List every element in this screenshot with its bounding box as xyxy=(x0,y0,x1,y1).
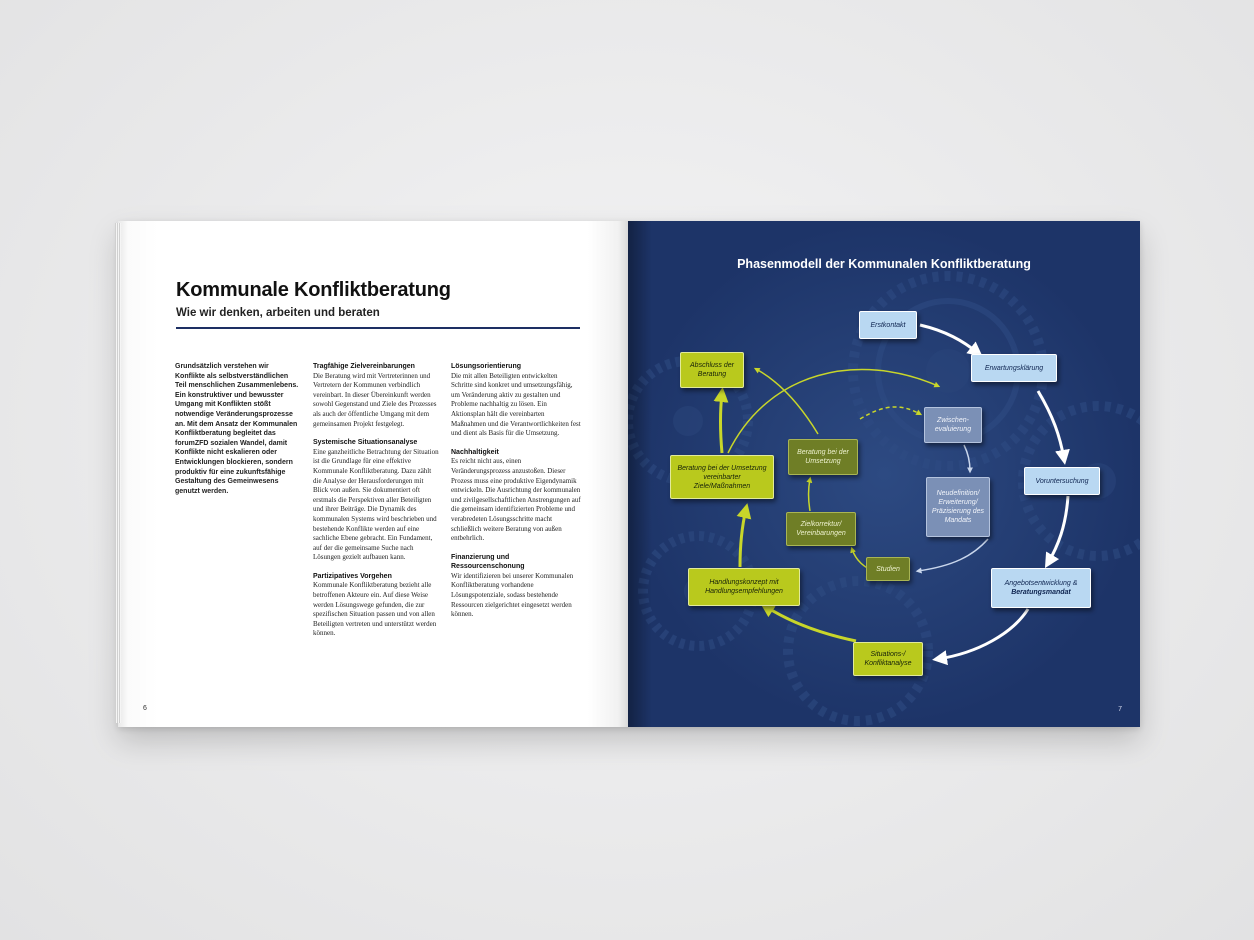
page-title: Kommunale Konfliktberatung xyxy=(176,279,451,301)
box-zielkorrektur xyxy=(786,512,856,546)
box-situationsanalyse xyxy=(853,642,923,676)
box-beratung-ziele xyxy=(670,455,774,499)
right-page xyxy=(628,221,1140,727)
box-erstkontakt xyxy=(859,311,917,339)
section-text: Die Beratung wird mit Vertreterinnen und Vertretern der Kommunen verbindlich vereinbart. In dieser Übereinkunft werden sowohl Gegenstand und Ziele des Prozesses als auch der öffentliche Umgang mit dem gemeinsamen Projekt festgelegt. xyxy=(313,371,437,428)
box-label: Studien xyxy=(876,565,900,573)
page-number-left: 6 xyxy=(143,705,147,712)
box-angebot xyxy=(991,568,1091,608)
page-subtitle: Wie wir denken, arbeiten und beraten xyxy=(176,307,380,319)
brochure-spread xyxy=(118,221,1140,727)
box-label-bold: Beratungsmandat xyxy=(1011,589,1071,596)
section-heading: Tragfähige Zielvereinbarungen xyxy=(313,363,415,370)
section-heading: Systemische Situationsanalyse xyxy=(313,439,418,447)
box-label: Zwischen-evaluierung xyxy=(934,417,972,433)
box-label: Voruntersuchung xyxy=(1035,477,1089,485)
box-label: Erstkontakt xyxy=(870,321,906,329)
box-label: Situations-/ Konfliktanalyse xyxy=(864,651,912,667)
box-label: Zielkorrektur/ Vereinbarungen xyxy=(796,521,846,537)
box-abschluss xyxy=(680,352,744,388)
text-column-2 xyxy=(313,362,439,648)
section-text: Es reicht nicht aus, einen Veränderungsprozess anzustoßen. Dieser Prozess muss eine produktive Eigendynamik entwickeln. Die Ausrichtung der kommunalen und zivilgesellschaftlichen Anstrengungen auf die gemeinsam identifizierten Probleme und verabredeten Lösungsschritte macht schließlich weitere Beratung von außen entbehrlich. xyxy=(451,457,581,543)
section-text: Die mit allen Beteiligten entwickelten Schritte sind konkret und umsetzungsfähig, um Veränderung aktiv zu gestalten und Probleme nachhaltig zu lösen. Ein Aktionsplan hält die vereinbarten Maßnahmen und die Verantwortlichkeiten fest und dient als Basis für die Umsetzung. xyxy=(451,371,581,438)
box-handlungskonzept xyxy=(688,568,800,606)
section-heading: Nachhaltigkeit xyxy=(451,448,499,456)
page-edges xyxy=(115,223,121,723)
box-erwartungsklaerung xyxy=(971,354,1057,382)
box-label: Angebotsentwicklung & xyxy=(1004,580,1078,587)
box-voruntersuchung xyxy=(1024,467,1100,495)
left-page xyxy=(118,221,628,727)
section-heading: Lösungsorientierung xyxy=(451,363,521,370)
box-label: Beratung bei der Umsetzung vereinbarter Ziele/Maßnahmen xyxy=(677,464,767,490)
section-text: Kommunale Konfliktberatung bezieht alle betroffenen Akteure ein. Auf diese Weise werden Lösungswege gefunden, die zur spezifischen Situation passen und von allen Beteiligten vertreten und unterstützt werden können. xyxy=(313,581,437,638)
page-number-right: 7 xyxy=(1118,706,1122,713)
text-column-3 xyxy=(451,362,581,629)
box-zwischenevaluierung xyxy=(924,407,982,443)
section-heading: Finanzierung und Ressourcenschonung xyxy=(451,553,525,571)
box-label: Neudefinition/ Erweiterung/ Präzisierung des Mandats xyxy=(931,490,985,524)
box-label: Erwartungsklärung xyxy=(984,364,1044,372)
diagram-title: Phasenmodell der Kommunalen Konfliktberatung xyxy=(737,257,1031,271)
box-studien xyxy=(866,557,910,581)
box-beratung-umsetzung xyxy=(788,439,858,475)
box-label: Beratung bei der Umsetzung xyxy=(797,449,849,465)
box-label: Handlungskonzept mit Handlungsempfehlungen xyxy=(705,579,783,595)
section-text: Wir identifizieren bei unserer Kommunalen Konfliktberatung vorhandene Lösungspotenziale, sodass bestehende Ressourcen zielgerichtet eingesetzt werden können. xyxy=(451,571,574,619)
section-heading: Partizipatives Vorgehen xyxy=(313,572,392,580)
intro-text: Grundsätzlich verstehen wir Konflikte als selbstverständlichen Teil menschlichen Zusammenlebens. Ein konstruktiver und bewusster Umgang mit Konflikten stößt notwendige Veränderungsprozesse an. Mit dem Ansatz der Kommunalen Konfliktberatung begleitet das forumZFD sozialen Wandel, damit Konflikte nicht eskalieren oder Entwicklungen blockieren, sondern produktiv für eine zukunftsfähige Gestaltung des Gemeinwesens genutzt werden. xyxy=(175,363,299,495)
box-label: Abschluss der Beratung xyxy=(690,362,734,378)
box-neudefinition xyxy=(926,477,990,537)
section-text: Eine ganzheitliche Betrachtung der Situation ist die Grundlage für eine effektive Kommunale Konfliktberatung. Dazu zählt die Analyse der Herausforderungen mit Blick von außen. Sie dokumentiert oft erstmals die Perspektiven aller Beteiligten und ihrer Beiträge. Die Dynamik des kommunalen Systems wird beschrieben und bestehende Konflikte werden auf eine sachliche Ebene gebracht. Ein Fundament, auf der die gemeinsame Suche nach Lösungen gezielt aufbauen kann. xyxy=(313,447,439,562)
intro-column xyxy=(175,362,299,505)
title-rule xyxy=(176,327,580,329)
